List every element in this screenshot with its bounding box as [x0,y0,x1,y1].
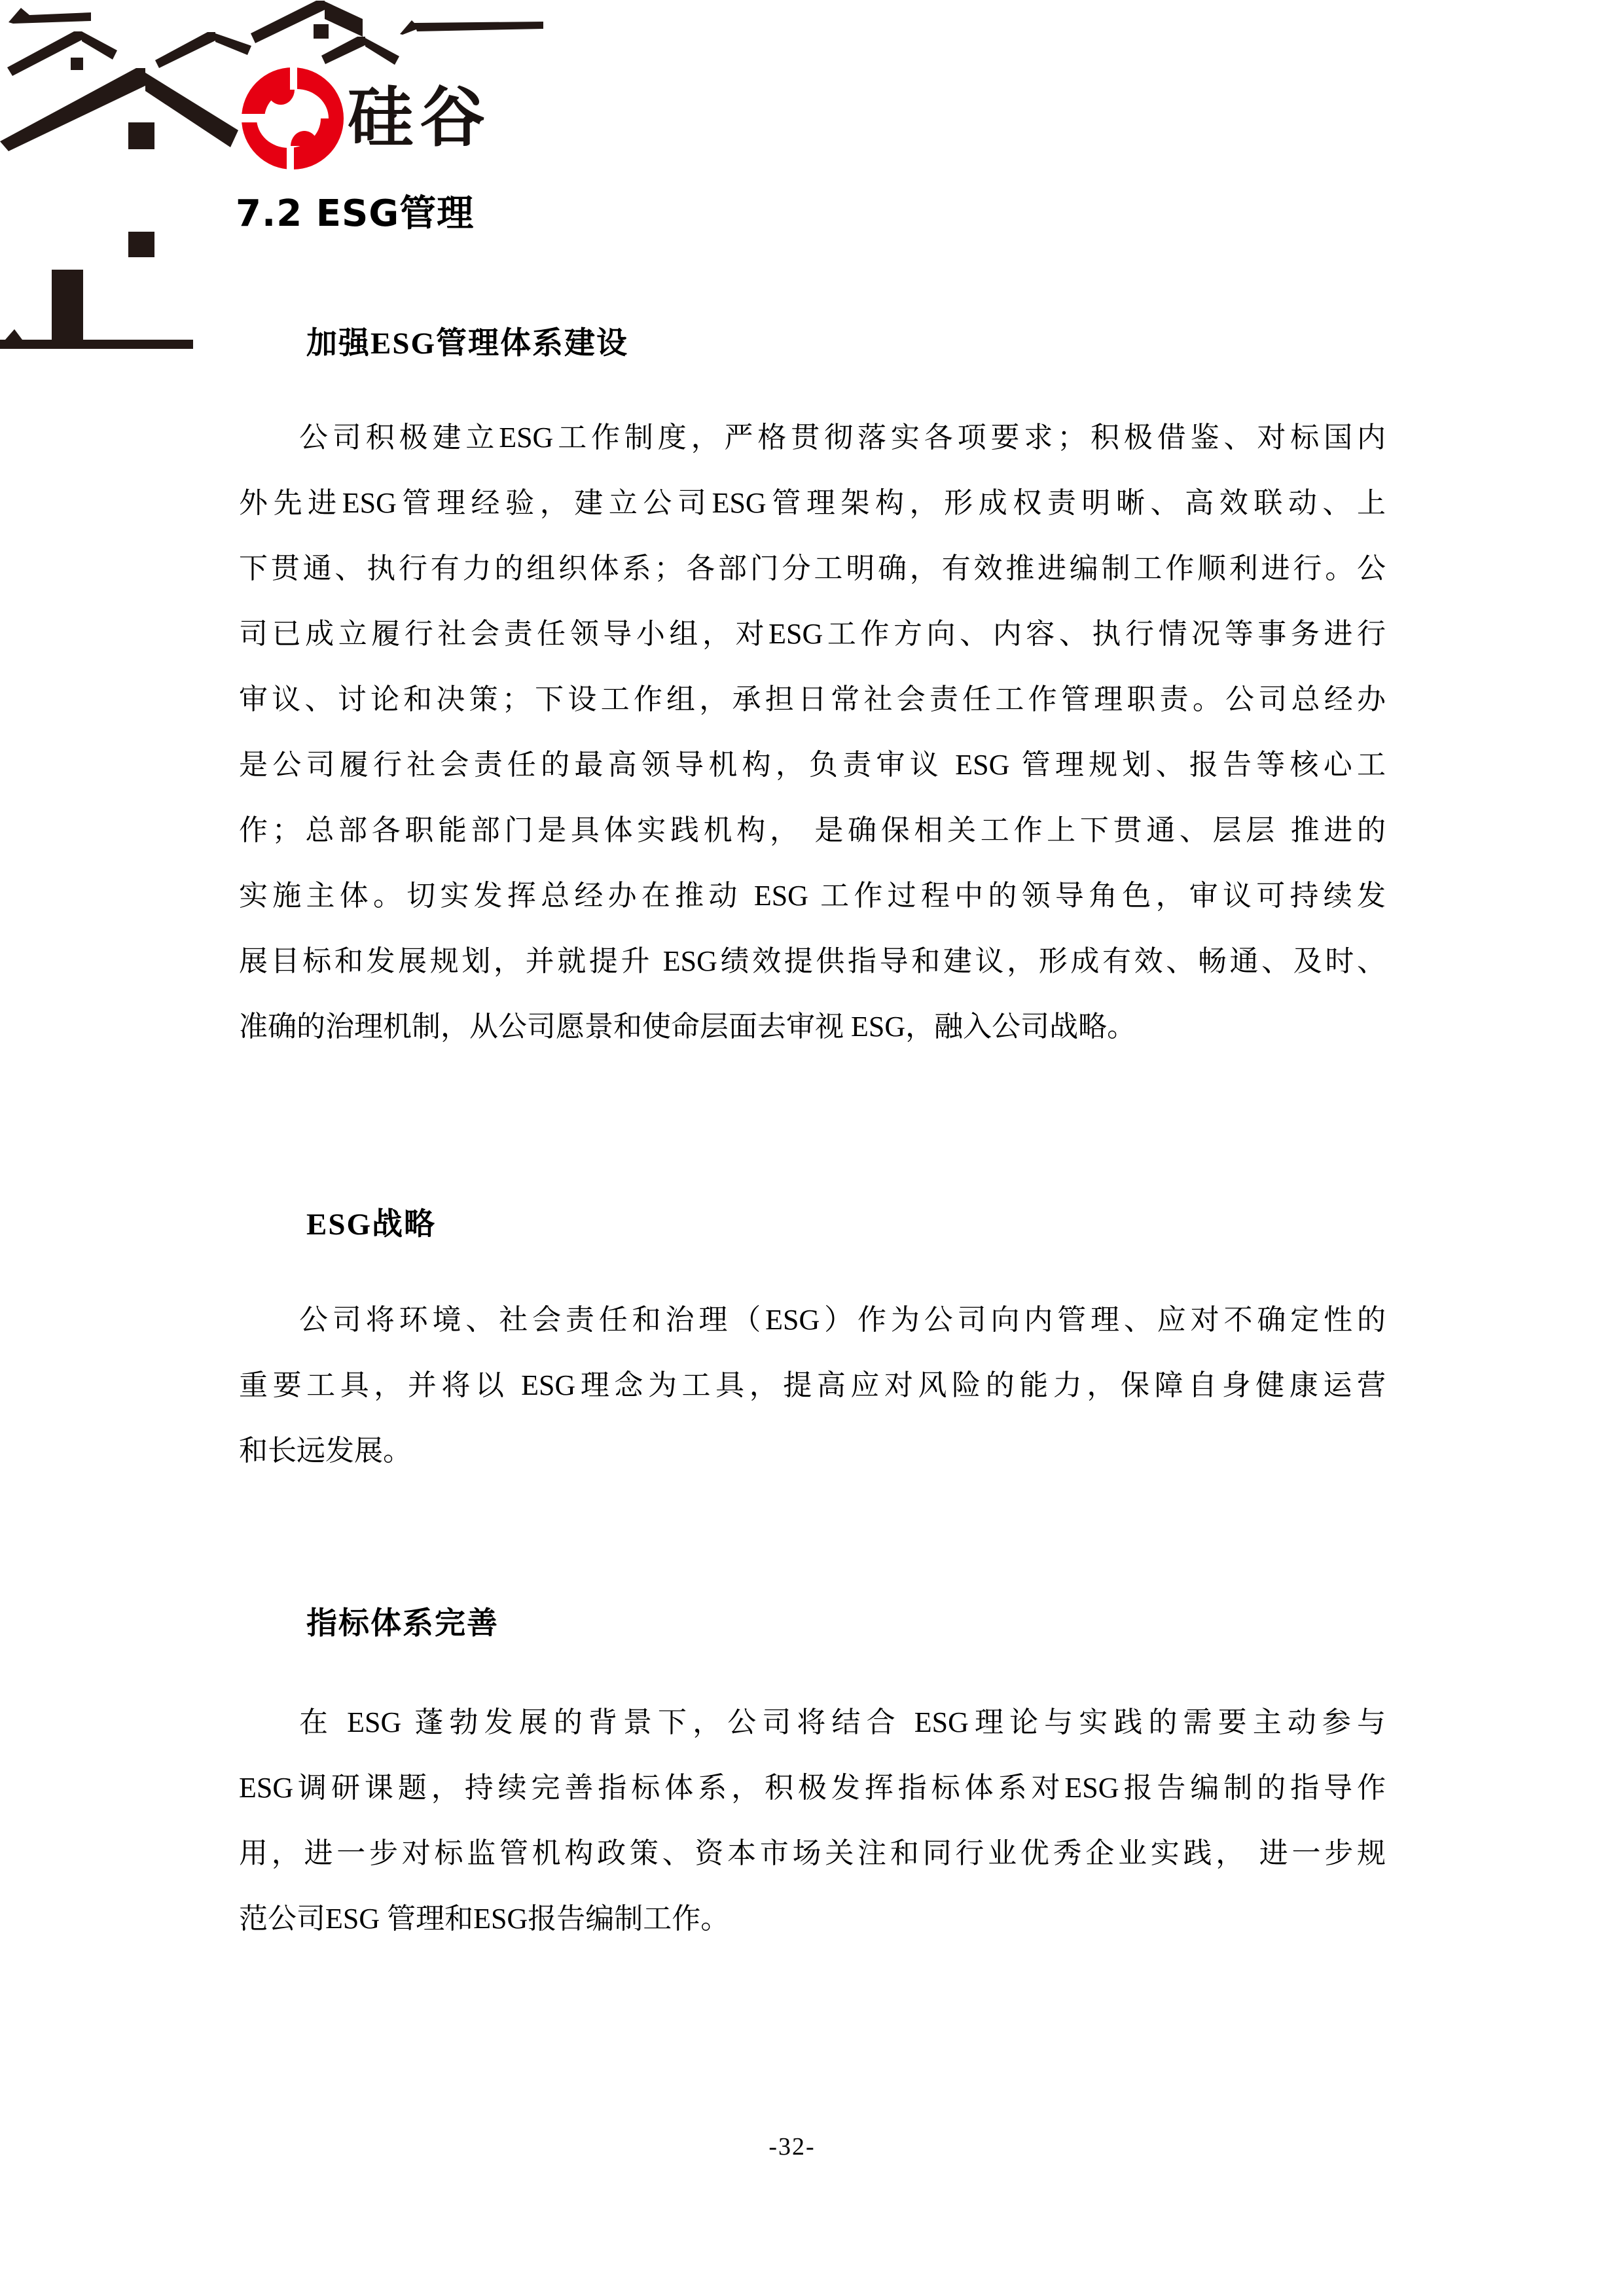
paragraph-line: ESG调研课题，持续完善指标体系，积极发挥指标体系对ESG报告编制的指导作 [239,1772,1386,1804]
paragraph-line: 实施主体。切实发挥总经办在推动 ESG 工作过程中的领导角色，审议可持续发 [239,880,1386,912]
paragraph-line: 和长远发展。 [239,1435,412,1467]
subsection-title-indicator-system: 指标体系完善 [306,1607,499,1641]
rooftops-art [0,1,543,349]
paragraph-line: 作；总部各职能部门是具体实践机构， 是确保相关工作上下贯通、层层 推进的 [239,814,1386,846]
paragraph-esg-strategy [239,1287,1386,1484]
paragraph-line: 审议、讨论和决策；下设工作组，承担日常社会责任工作管理职责。公司总经办 [239,683,1386,715]
page-number: -32- [768,2133,816,2161]
paragraph-esg-system [239,405,1386,1060]
paragraph-line: 重要工具，并将以 ESG理念为工具，提高应对风险的能力，保障自身健康运营 [239,1369,1386,1401]
paragraph-line: 准确的治理机制，从公司愿景和使命层面去审视 ESG，融入公司战略。 [239,1011,1136,1043]
paragraph-indicator-system [239,1690,1386,1952]
logo-company-name: 硅谷 [348,79,492,156]
paragraph-line: 范公司ESG 管理和ESG报告编制工作。 [239,1903,730,1935]
paragraph-line: 公司将环境、社会责任和治理（ESG）作为公司向内管理、应对不确定性的 [299,1304,1386,1336]
company-logo-rooftops-icon [0,0,550,357]
page-title: 7.2 ESG管理 [236,192,475,235]
paragraph-line: 司已成立履行社会责任领导小组，对ESG工作方向、内容、执行情况等事务进行 [239,618,1386,650]
paragraph-line: 外先进ESG管理经验，建立公司ESG管理架构，形成权责明晰、高效联动、上 [239,487,1386,519]
paragraph-line: 是公司履行社会责任的最高领导机构，负责审议 ESG 管理规划、报告等核心工 [239,749,1386,781]
paragraph-line: 用，进一步对标监管机构政策、资本市场关注和同行业优秀企业实践， 进一步规 [239,1837,1386,1869]
paragraph-line: 在 ESG 蓬勃发展的背景下，公司将结合 ESG理论与实践的需要主动参与 [299,1706,1386,1738]
paragraph-line: 公司积极建立ESG工作制度，严格贯彻落实各项要求；积极借鉴、对标国内 [299,422,1386,454]
paragraph-line: 展目标和发展规划，并就提升 ESG绩效提供指导和建议，形成有效、畅通、及时、 [239,945,1386,977]
subsection-title-esg-strategy: ESG战略 [306,1208,437,1242]
paragraph-line: 下贯通、执行有力的组织体系；各部门分工明确，有效推进编制工作顺利进行。公 [239,552,1386,584]
logo-s-circle-emblem-icon [240,66,344,171]
subsection-title-esg-system: 加强ESG管理体系建设 [306,327,629,361]
